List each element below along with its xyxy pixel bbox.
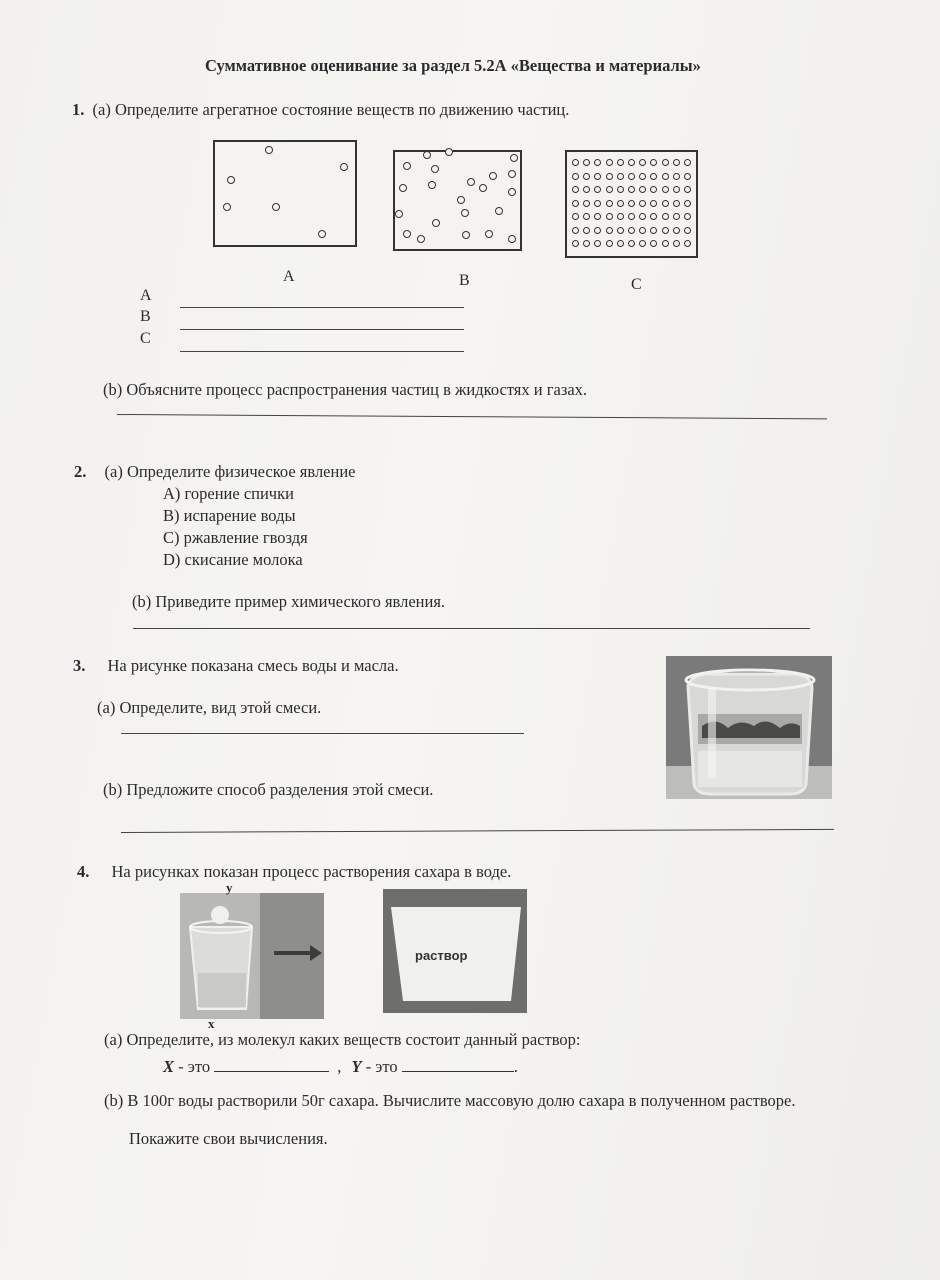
particle — [673, 159, 680, 166]
particle — [617, 173, 624, 180]
particle — [431, 165, 439, 173]
q2-option-b: B) испарение воды — [163, 506, 296, 525]
particle — [403, 230, 411, 238]
particle — [650, 186, 657, 193]
particle — [639, 186, 646, 193]
particle — [684, 159, 691, 166]
particle — [583, 227, 590, 234]
particle — [639, 213, 646, 220]
particle — [628, 227, 635, 234]
particle — [572, 213, 579, 220]
particle — [583, 213, 590, 220]
q1-number: 1. — [72, 100, 85, 119]
y-answer-blank[interactable] — [402, 1071, 514, 1072]
particle — [461, 209, 469, 217]
q4-b-text2: Покажите свои вычисления. — [129, 1129, 328, 1148]
particle — [508, 235, 516, 243]
particle — [639, 173, 646, 180]
particle — [662, 213, 669, 220]
box-label-a: A — [283, 268, 295, 285]
particle — [583, 240, 590, 247]
q2-option-a: A) горение спички — [163, 484, 294, 503]
particle — [594, 200, 601, 207]
particles-box-a — [213, 140, 357, 247]
comma: , — [337, 1057, 342, 1076]
particle — [684, 186, 691, 193]
particle — [628, 186, 635, 193]
particle — [403, 162, 411, 170]
particle — [650, 227, 657, 234]
q3-intro: На рисунке показана смесь воды и масла. — [107, 656, 399, 675]
particle — [662, 186, 669, 193]
particle — [432, 219, 440, 227]
particle — [662, 159, 669, 166]
q2-option-d: D) скисание молока — [163, 550, 303, 569]
q4-intro: На рисунках показан процесс растворения сахара в воде. — [111, 862, 512, 881]
particle — [495, 207, 503, 215]
particle — [673, 173, 680, 180]
q3-a-answer-line[interactable] — [121, 733, 524, 734]
particle — [572, 240, 579, 247]
q4-row — [77, 862, 511, 882]
particle — [340, 163, 348, 171]
particle — [650, 213, 657, 220]
x-is-text: - это — [178, 1057, 211, 1076]
q3-a-text: (а) Определите, вид этой смеси. — [97, 698, 322, 717]
x-answer-blank[interactable] — [214, 1071, 329, 1072]
particle — [485, 230, 493, 238]
particle — [572, 200, 579, 207]
particle — [395, 210, 403, 218]
glass-illustration — [180, 893, 324, 1019]
answer-line-a[interactable] — [180, 307, 464, 308]
q4-a-answer-row — [163, 1057, 518, 1077]
particle — [272, 203, 280, 211]
particle — [662, 173, 669, 180]
particle — [423, 151, 431, 159]
q3-b-text: (b) Предложите способ разделения этой смеси. — [103, 780, 434, 799]
particle — [457, 196, 465, 204]
q1-b-answer-line[interactable] — [117, 414, 827, 419]
particle — [628, 200, 635, 207]
q3-b-answer-line[interactable] — [121, 829, 834, 833]
answer-line-b[interactable] — [180, 329, 464, 330]
particle — [510, 154, 518, 162]
q4-b-text: (b) В 100г воды растворили 50г сахара. Вычислите массовую долю сахара в полученном растворе. — [104, 1091, 796, 1110]
particle — [617, 200, 624, 207]
particle — [462, 231, 470, 239]
particle — [673, 200, 680, 207]
particle — [606, 173, 613, 180]
particle — [606, 227, 613, 234]
particle — [508, 170, 516, 178]
q1-b-text: (b) Объясните процесс распространения частиц в жидкостях и газах. — [103, 380, 588, 399]
particle — [684, 240, 691, 247]
q2-b-answer-line[interactable] — [133, 628, 810, 629]
particles-box-c — [565, 150, 698, 258]
particle — [606, 213, 613, 220]
particle — [617, 186, 624, 193]
particle — [594, 240, 601, 247]
particle — [399, 184, 407, 192]
particle — [583, 173, 590, 180]
answer-letter-a: A — [140, 287, 152, 304]
particle — [639, 227, 646, 234]
q3-row — [73, 656, 399, 676]
particle — [662, 240, 669, 247]
particle — [639, 240, 646, 247]
particle — [594, 213, 601, 220]
particle — [572, 173, 579, 180]
particle — [318, 230, 326, 238]
particle — [628, 159, 635, 166]
y-is-text: - это — [365, 1057, 398, 1076]
particle — [572, 159, 579, 166]
x-label: X — [163, 1057, 175, 1076]
answer-letter-c: C — [140, 330, 151, 347]
label-y: y — [226, 880, 233, 895]
particle — [639, 159, 646, 166]
particle — [583, 186, 590, 193]
particle — [628, 240, 635, 247]
particle — [617, 240, 624, 247]
q1-row — [72, 100, 569, 120]
particle — [628, 213, 635, 220]
particle — [606, 159, 613, 166]
particle — [639, 200, 646, 207]
particle — [606, 200, 613, 207]
page-title: Суммативное оценивание за раздел 5.2А «Вещества и материалы» — [205, 56, 701, 75]
particle — [594, 227, 601, 234]
particles-box-b — [393, 150, 522, 251]
particle — [428, 181, 436, 189]
particle — [227, 176, 235, 184]
particle — [628, 173, 635, 180]
particle — [489, 172, 497, 180]
particle — [467, 178, 475, 186]
particle — [479, 184, 487, 192]
answer-letter-b: B — [140, 308, 151, 325]
particle — [223, 203, 231, 211]
q2-option-c: C) ржавление гвоздя — [163, 528, 308, 547]
particle — [673, 186, 680, 193]
particle — [684, 173, 691, 180]
particle — [594, 173, 601, 180]
particle — [572, 227, 579, 234]
particle — [606, 240, 613, 247]
solution-label: раствор — [415, 948, 468, 963]
particle — [650, 200, 657, 207]
q4-a-text: (а) Определите, из молекул каких веществ состоит данный раствор: — [104, 1030, 581, 1049]
beaker-illustration — [666, 656, 832, 799]
particle — [673, 227, 680, 234]
particle — [673, 213, 680, 220]
particle — [594, 159, 601, 166]
q2-row — [74, 462, 356, 482]
box-label-b: B — [459, 272, 470, 289]
particle — [617, 227, 624, 234]
oil-water-beaker-photo — [666, 656, 832, 799]
particle — [617, 159, 624, 166]
particle — [662, 200, 669, 207]
q1-a-text: (а) Определите агрегатное состояние веществ по движению частиц. — [92, 100, 570, 119]
q2-b-text: (b) Приведите пример химического явления. — [132, 592, 446, 611]
particle — [508, 188, 516, 196]
answer-line-c[interactable] — [180, 351, 464, 352]
q3-number: 3. — [73, 656, 86, 675]
y-label: Y — [351, 1057, 362, 1076]
particle — [684, 213, 691, 220]
particle — [606, 186, 613, 193]
particle — [650, 240, 657, 247]
label-x: x — [208, 1016, 215, 1031]
particle — [673, 240, 680, 247]
particle — [684, 227, 691, 234]
particle — [583, 159, 590, 166]
box-label-c: C — [631, 276, 642, 293]
period: . — [513, 1057, 518, 1076]
particle — [445, 148, 453, 156]
particle — [650, 159, 657, 166]
q2-a-text: (а) Определите физическое явление — [104, 462, 356, 481]
particle — [684, 200, 691, 207]
particle — [617, 213, 624, 220]
q4-number: 4. — [77, 862, 90, 881]
particle — [662, 227, 669, 234]
particle — [594, 186, 601, 193]
particle — [572, 186, 579, 193]
particle — [583, 200, 590, 207]
particle — [650, 173, 657, 180]
particle — [417, 235, 425, 243]
q2-number: 2. — [74, 462, 87, 481]
particle — [265, 146, 273, 154]
sugar-dissolving-photo — [180, 893, 324, 1019]
